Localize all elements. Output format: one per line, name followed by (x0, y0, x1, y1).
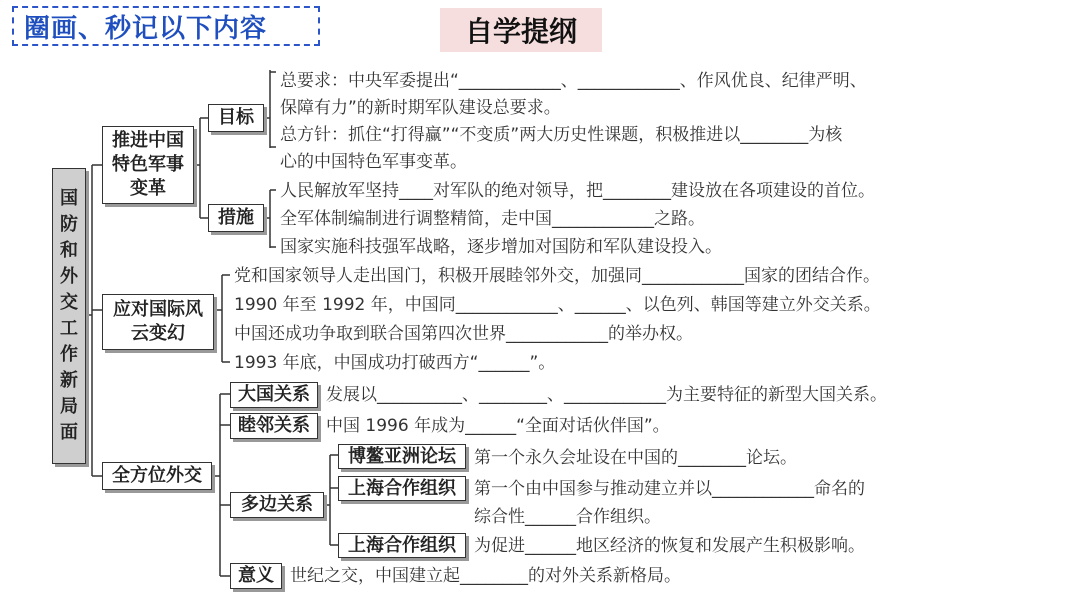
sco2-text: 为促进______地区经济的恢复和发展产生积极影响。 (474, 536, 865, 556)
node-measures: 措施 (208, 204, 264, 232)
node-military-reform: 推进中国 特色军事 变革 (102, 126, 194, 204)
respond-line-3: 中国还成功争取到联合国第四次世界____________的举办权。 (234, 324, 693, 344)
node-multilateral-relations: 多边关系 (230, 492, 324, 518)
node-all-round-diplomacy: 全方位外交 (102, 462, 212, 490)
measures-line-2: 全军体制编制进行调整精简，走中国____________之路。 (280, 209, 705, 229)
respond-line-1: 党和国家领导人走出国门，积极开展睦邻外交，加强同____________国家的团结合作。 (234, 266, 880, 286)
node-goal: 目标 (208, 104, 264, 132)
node-sco-2: 上海合作组织 (338, 533, 466, 558)
respond-line-4: 1993 年底，中国成功打破西方“______”。 (234, 353, 556, 373)
goal-line-2: 保障有力”的新时期军队建设总要求。 (280, 98, 561, 118)
root-node: 国 防 和 外 交 工 作 新 局 面 (52, 168, 86, 464)
goal-line-3: 总方针：抓住“打得赢”“不变质”两大历史性课题，积极推进以________为核 (280, 125, 843, 145)
instruction-banner (12, 6, 320, 46)
measures-line-3: 国家实施科技强军战略，逐步增加对国防和军队建设投入。 (280, 237, 722, 257)
measures-line-1: 人民解放军坚持____对军队的绝对领导，把________建设放在各项建设的首位。 (280, 181, 875, 201)
goal-line-4: 心的中国特色军事变革。 (280, 152, 467, 172)
respond-line-2: 1990 年至 1992 年，中国同____________、______、以色列、韩国等建立外交关系。 (234, 295, 881, 315)
sco1-text-2: 综合性______合作组织。 (474, 507, 661, 527)
sco1-text-1: 第一个由中国参与推动建立并以____________命名的 (474, 479, 865, 499)
node-neighbor-relations: 睦邻关系 (230, 413, 318, 439)
page-title-text: 自学提纲 (464, 15, 577, 48)
boao-text: 第一个永久会址设在中国的________论坛。 (474, 448, 797, 468)
node-major-power-relations: 大国关系 (230, 382, 318, 408)
major-relations-text: 发展以__________、________、____________为主要特征的新型大国关系。 (326, 385, 887, 405)
page-title (440, 8, 602, 52)
neighbor-relations-text: 中国 1996 年成为______“全面对话伙伴国”。 (326, 416, 670, 436)
node-sco-1: 上海合作组织 (338, 476, 466, 501)
significance-text: 世纪之交，中国建立起________的对外关系新格局。 (290, 566, 681, 586)
goal-line-1: 总要求：中央军委提出“____________、____________、作风优良、纪律严明、 (280, 71, 867, 91)
node-international-change: 应对国际风 云变幻 (102, 294, 214, 350)
node-boao-forum: 博鳌亚洲论坛 (338, 444, 466, 469)
instruction-text: 圈画、秒记以下内容 (24, 13, 268, 44)
node-significance: 意义 (230, 563, 282, 589)
